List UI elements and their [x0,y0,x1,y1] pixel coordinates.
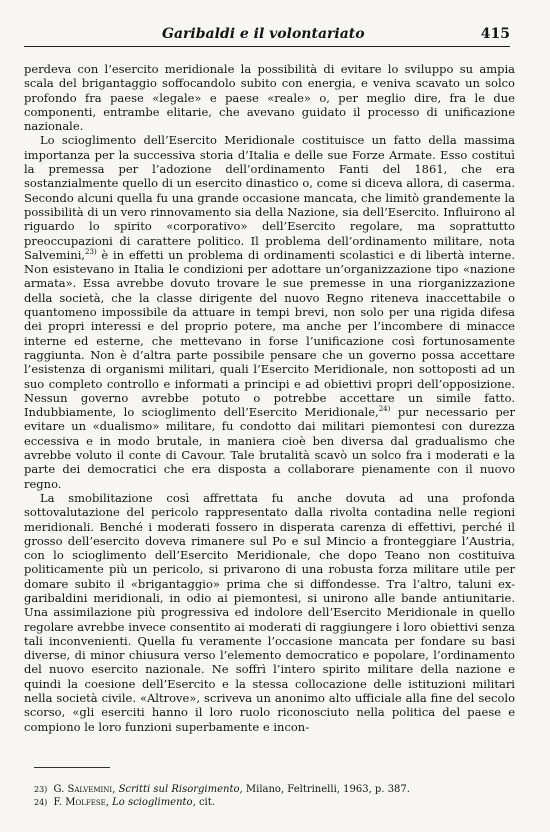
page-header [24,26,510,47]
paragraph-2-part-1: Lo scioglimento dell’Esercito Meridionale costituisce un fatto della massima importanza per la successiva storia d’Italia e delle sue Forze Armate. Esso costituì la premessa per l’adozione dell’ordinamento Fanti del 1861, che era sostanzialmente quello di un esercito dinastico o, come si diceva allora, di caserma. Secondo alcuni quella fu una grande occasione mancata, che limitò grandemente la possibilità di un vero rinnovamento sia della Nazione, sia dell’Esercito. Influirono al riguardo lo spirito «corporativo» dell’Esercito regolare, ma soprattutto preoccupazioni di carattere politico. Il problema dell’ordinamento militare, nota Salvemini, [24,133,515,262]
footnotes [34,783,504,809]
footnote-ref-23[interactable]: 23) [85,248,97,257]
paragraph-2 [24,133,515,490]
footnote-author: F. Molfese, [53,797,109,808]
paragraph-3: La smobilitazione così affrettata fu anche dovuta ad una profonda sottovalutazione del pericolo rappresentato dalla rivolta contadina nelle regioni meridionali. Benché i moderati fossero in disperata carenza di effettivi, perché il grosso dell’esercito doveva rimanere sul Po e sul Mincio a fronteggiare l’Austria, con lo scioglimento dell’Esercito Meridionale, che dopo Teano non costituiva politicamente più un pericolo, si privarono di una robusta forza militare utile per domare subito il «brigantaggio» prima che si diffondesse. Tra l’altro, taluni ex-garibaldini meridionali, in odio ai piemontesi, si unirono alle bande antiunitarie. Una assimilazione più progressiva ed indolore dell’Esercito Meridionale in quello regolare avrebbe invece consentito ai moderati di raggiungere i loro obiettivi senza tali inconvenienti. Quella fu veramente l’occasione mancata per fondare su basi diverse, di minor chiusura verso l’elemento democratico e popolare, l’ordinamento del nuovo esercito nazionale. Ne soffrì l’intero spirito militare della nazione e quindi la coesione dell’Esercito e la stessa collocazione delle istituzioni militari nella società civile. «Altrove», scriveva un anonimo alto ufficiale alla fine del secolo scorso, «gli eserciti hanno il loro ruolo riconosciuto nella politica del paese e compiono le loro funzioni superbamente e incon- [24,490,515,734]
footnote-author: G. Salvemini, [53,784,116,795]
footnote-divider [34,767,110,768]
footnote-publication: cit. [198,797,215,808]
footnote-23 [34,783,504,796]
footnote-publication: Milano, Feltrinelli, 1963, p. 387. [245,784,410,795]
footnote-ref-24[interactable]: 24) [378,405,391,414]
footnote-number: 24) [34,798,48,807]
body-text [24,62,515,734]
page-number: 415 [480,26,510,42]
footnote-number: 23) [34,785,48,794]
paragraph-2-part-2: è in effetti un problema di ordinamenti scolastici e di libertà interne. Non esistevano in Italia le condizioni per adottare un’organizzazione tipo «nazione armata». Essa avrebbe dovuto trovare le sue premesse in una riorganizzazione della società, che la classe dirigente del nuovo Regno riteneva inaccettabile o quantomeno impossibile da attuare in tempi brevi, non solo per una rigida difesa dei propri interessi e del proprio potere, ma anche per l’incombere di minacce interne ed esterne, che mettevano in forse l’unificazione così fortunosamente raggiunta. Non è d’altra parte possibile pensare che un governo possa accettare l’esistenza di organismi militari, quali l’Esercito Meridionale, non sottoposti ad un suo completo controllo e informati a principi e ad obiettivi propri dell’opposizione. Nessun governo avrebbe potuto o potrebbe accettare un simile fatto. Indubbiamente, lo scioglimento dell’Esercito Meridionale, [24,247,515,420]
footnote-title: Lo scioglimento, [112,797,196,808]
footnote-title: Scritti sul Risorgimento, [118,784,243,795]
paragraph-1: perdeva con l’esercito meridionale la possibilità di evitare lo sviluppo su ampia scala del brigantaggio soffocandolo subito con energia, e veniva scavato un solco profondo fra paese «legale» e paese «reale» o, per meglio dire, fra le due componenti, entrambe elitarie, che avevano guidato il processo di unificazione nazionale. [24,62,515,134]
running-title: Garibaldi e il volontariato [162,26,365,42]
paragraph-2-part-3: pur necessario per evitare un «dualismo» militare, fu condotto dai militari piemontesi con durezza eccessiva e in modo brutale, in maniera cioè ben diversa dal gradualismo che avrebbe voluto il conte di Cavour. Tale brutalità scavò un solco fra i moderati e la parte dei democratici che era disposta a collaborare pienamente con il nuovo regno. [24,405,515,491]
footnote-24 [34,796,504,809]
